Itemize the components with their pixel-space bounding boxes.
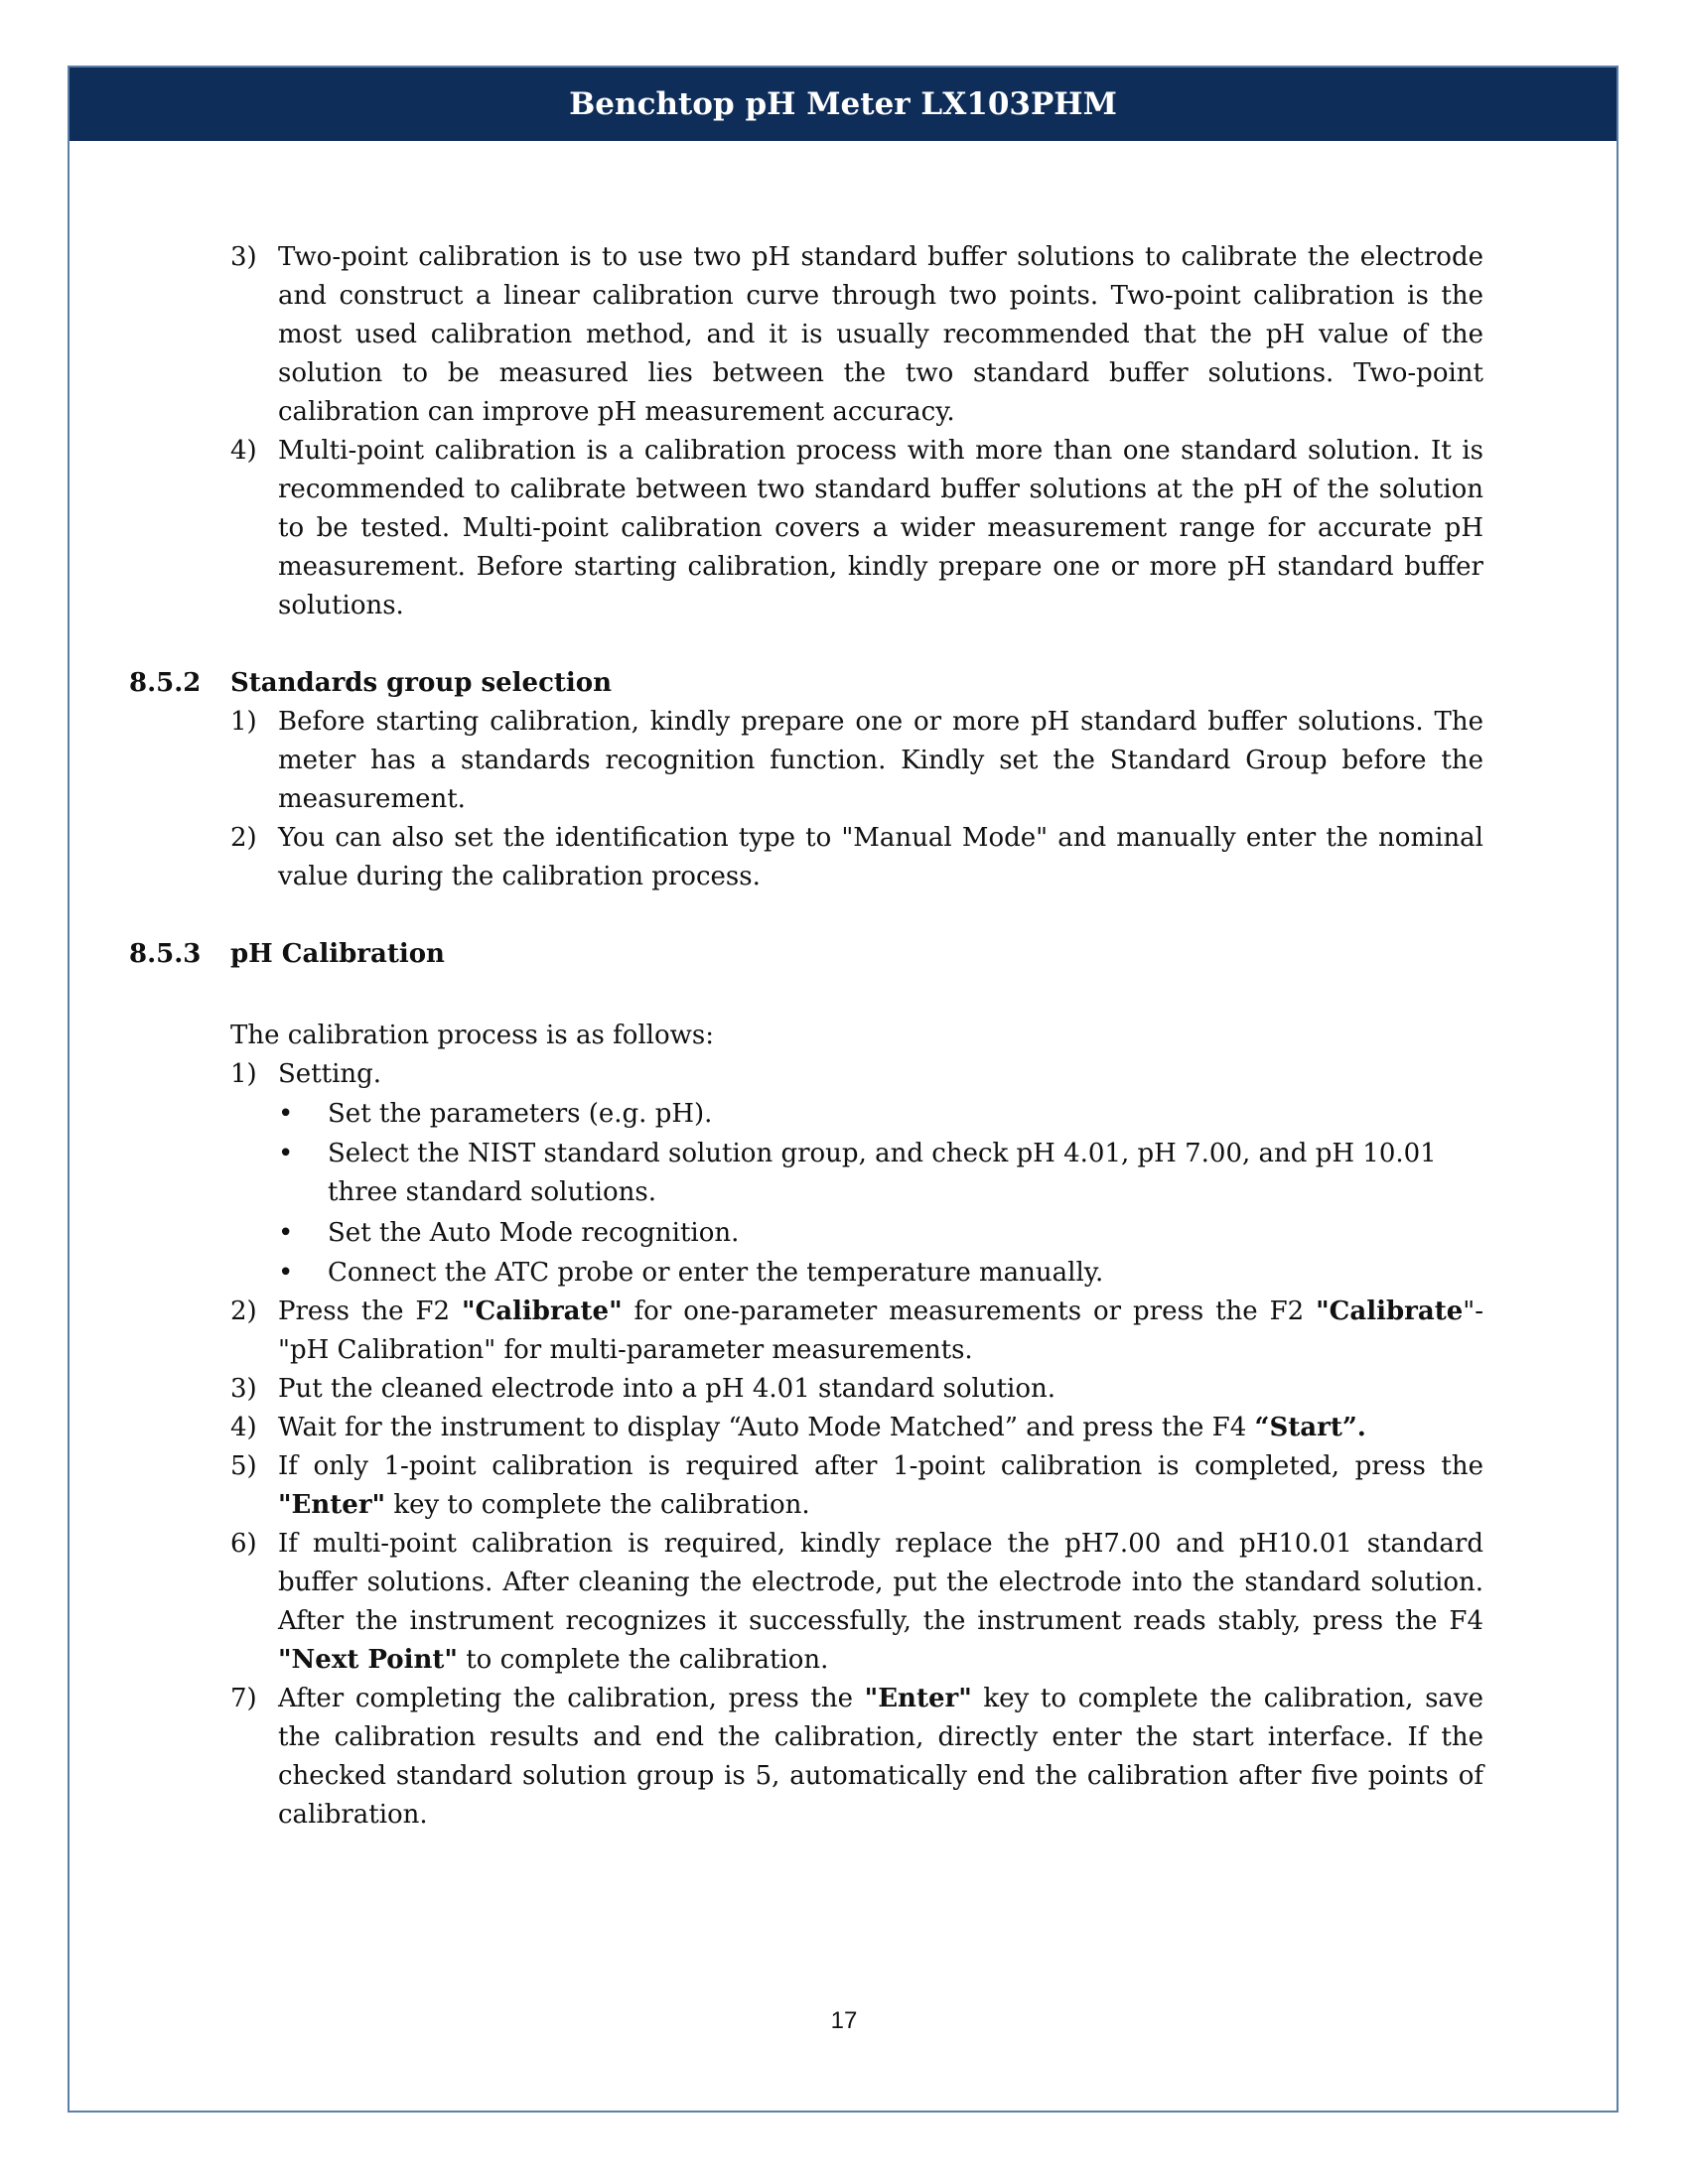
list-item — [230, 1293, 1483, 1370]
section-title: Standards group selection — [230, 668, 613, 698]
page-number: 17 — [830, 2007, 858, 2034]
list-item — [230, 1680, 1483, 1835]
section-number: 8.5.2 — [129, 668, 202, 698]
list-item — [230, 432, 1483, 625]
list-item — [230, 819, 1483, 896]
item-number: 7) — [230, 1684, 257, 1713]
item-number: 1) — [230, 707, 257, 737]
item-text: After completing the calibration, press the "Enter" key to complete the calibration, save the calibration results and end the calibration, directly enter the start interface. If the checked standard solution group is 5, automatically end the calibration after five points of calibration. — [278, 1684, 1483, 1830]
item-number: 4) — [230, 1413, 257, 1442]
list-item — [230, 1055, 1483, 1094]
list-item — [230, 1525, 1483, 1680]
bullet-item — [278, 1095, 1483, 1134]
item-text: If multi-point calibration is required, kindly replace the pH7.00 and pH10.01 standard buffer solutions. After cleaning the electrode, put the electrode into the standard solution. After the instrument recognizes it successfully, the instrument reads stably, press the F4 "Next Point" to complete the calibration. — [278, 1529, 1483, 1675]
item-text: Press the F2 "Calibrate" for one-parameter measurements or press the F2 "Calibrate"-"pH Calibration" for multi-parameter measurements. — [278, 1297, 1484, 1365]
bullet-text: Select the NIST standard solution group, and check pH 4.01, pH 7.00, and pH 10.01 three standard solutions. — [328, 1139, 1437, 1207]
section-number: 8.5.3 — [129, 939, 202, 969]
bullet-item — [278, 1135, 1483, 1212]
section-title: pH Calibration — [230, 939, 445, 969]
item-text: Setting. — [278, 1059, 382, 1089]
bullet-icon: • — [278, 1218, 294, 1248]
section-heading — [129, 935, 445, 974]
item-text: Put the cleaned electrode into a pH 4.01 standard solution. — [278, 1374, 1056, 1404]
bullet-icon: • — [278, 1258, 294, 1288]
bullet-text: Set the Auto Mode recognition. — [328, 1218, 740, 1248]
list-item — [230, 238, 1483, 432]
item-number: 1) — [230, 1059, 257, 1089]
list-item — [230, 1409, 1483, 1447]
item-text: You can also set the identification type to "Manual Mode" and manually enter the nominal value during the calibration process. — [278, 823, 1483, 891]
bullet-item — [278, 1254, 1483, 1293]
section-heading — [129, 664, 612, 703]
bullet-icon: • — [278, 1139, 294, 1168]
bullet-text: Connect the ATC probe or enter the temperature manually. — [328, 1258, 1104, 1288]
page-header: Benchtop pH Meter LX103PHM — [70, 68, 1617, 141]
list-item — [230, 1370, 1483, 1409]
item-number: 3) — [230, 1374, 257, 1404]
item-number: 5) — [230, 1451, 257, 1481]
item-number: 4) — [230, 436, 257, 466]
item-text: Two-point calibration is to use two pH standard buffer solutions to calibrate the electrode and construct a linear calibration curve through two points. Two-point calibration is the most used calibration method, and it is usually recommended that the pH value of the solution to be measured lies between the two standard buffer solutions. Two-point calibration can improve pH measurement accuracy. — [278, 242, 1483, 427]
item-number: 6) — [230, 1529, 257, 1559]
item-text: Before starting calibration, kindly prepare one or more pH standard buffer solutions. The meter has a standards recognition function. Kindly set the Standard Group before the measurement. — [278, 707, 1483, 814]
bullet-text: Set the parameters (e.g. pH). — [328, 1099, 713, 1129]
list-item — [230, 1447, 1483, 1525]
list-item — [230, 703, 1483, 819]
item-number: 2) — [230, 1297, 257, 1326]
item-text: Multi-point calibration is a calibration process with more than one standard solution. It is recommended to calibrate between two standard buffer solutions at the pH of the solution to be tested. Multi-point calibration covers a wider measurement range for accurate pH measurement. Before starting calibration, kindly prepare one or more pH standard buffer solutions. — [278, 436, 1483, 620]
item-number: 2) — [230, 823, 257, 853]
bullet-icon: • — [278, 1099, 294, 1129]
intro-text: The calibration process is as follows: — [230, 1021, 715, 1050]
bullet-item — [278, 1214, 1483, 1253]
item-number: 3) — [230, 242, 257, 272]
item-text: If only 1-point calibration is required after 1-point calibration is completed, press the "Enter" key to complete the calibration. — [278, 1451, 1483, 1520]
item-text: Wait for the instrument to display “Auto Mode Matched” and press the F4 “Start”. — [278, 1413, 1366, 1442]
